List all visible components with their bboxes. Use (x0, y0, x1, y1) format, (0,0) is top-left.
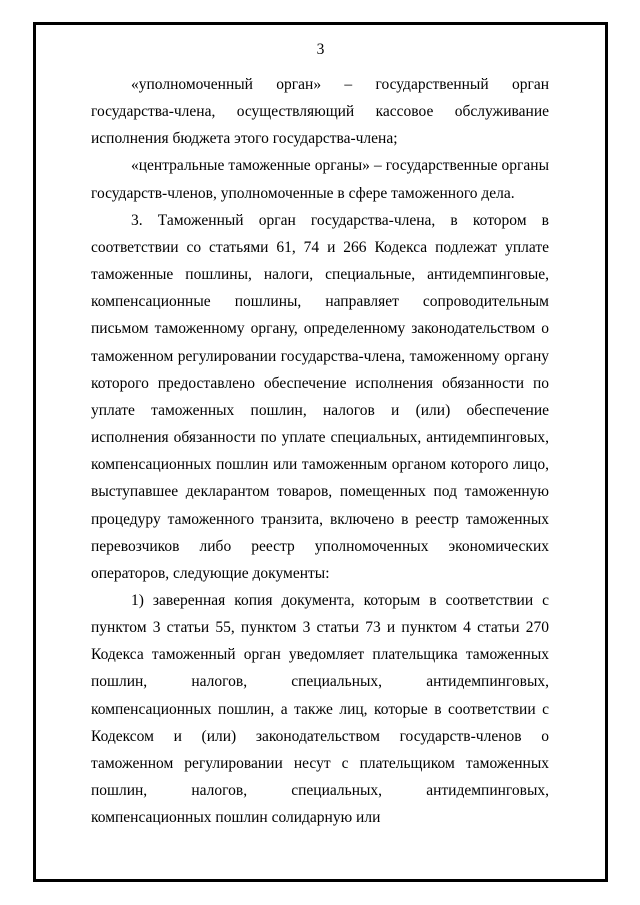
paragraph-section-3: 3. Таможенный орган государства-члена, в котором в соответствии со статьями 61, 74 и 266 Кодекса подлежат уплате таможенные пошлины, налоги, специальные, антидемпинговые, компенсационные пошлины, направляет сопроводительным письмом таможенному органу, определенному законодательством о таможенном регулировании государства-члена, таможенному органу которого предоставлено обеспечение исполнения обязанности по уплате таможенных пошлин, налогов и (или) обеспечение исполнения обязанности по уплате специальных, антидемпинговых, компенсационных пошлин или таможенным органом которого лицо, выступавшее декларантом товаров, помещенных под таможенную процедуру таможенного транзита, включено в реестр таможенных перевозчиков либо реестр уполномоченных экономических операторов, следующие документы: (91, 211, 549, 582)
paragraph-item-1: 1) заверенная копия документа, которым в соответствии с пунктом 3 статьи 55, пунктом 3 статьи 73 и пунктом 4 статьи 270 Кодекса таможенный орган уведомляет плательщика таможенных пошлин, налогов, специальных, антидемпинговых, компенсационных пошлин, а также лиц, которые в соответствии с Кодексом и (или) законодательством государств-членов о таможенном регулировании несут с плательщиком таможенных пошлин, налогов, специальных, антидемпинговых, компенсационных пошлин солидарную или (91, 591, 549, 827)
page-frame (33, 22, 608, 882)
paragraph-authorized-body: «уполномоченный орган» – государственный орган государства-члена, осуществляющий кассовое обслуживание исполнения бюджета этого государства-члена; (91, 76, 549, 148)
document-body (91, 71, 549, 831)
page-number: 3 (316, 41, 325, 58)
paragraph-central-customs-bodies: «центральные таможенные органы» – государственные органы государств-членов, уполномоченные в сфере таможенного дела. (91, 157, 549, 202)
